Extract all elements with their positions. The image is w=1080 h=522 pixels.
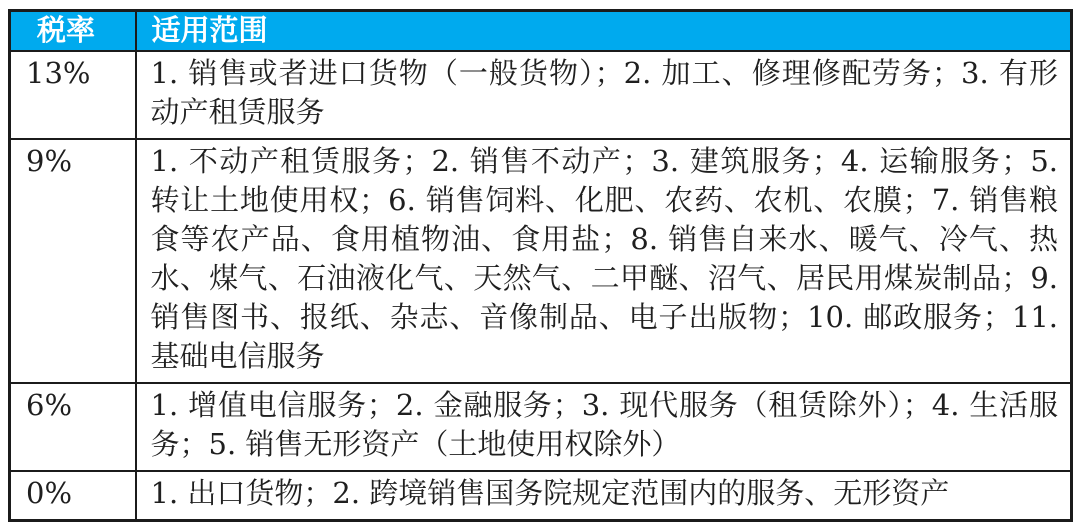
header-row xyxy=(10,11,1072,52)
scope-cell: 1. 增值电信服务；2. 金融服务；3. 现代服务（租赁除外）；4. 生活服务；5. 销售无形资产（土地使用权除外） xyxy=(136,383,1072,471)
table-row-0 xyxy=(10,471,1072,521)
scope-cell: 1. 不动产租赁服务；2. 销售不动产；3. 建筑服务；4. 运输服务；5. 转让土地使用权；6. 销售饲料、化肥、农药、农机、农膜；7. 销售粮食等农产品、食用植物油、食用盐；8. 销售自来水、暖气、冷气、热水、煤气、石油液化气、天然气、二甲醚、沼气、居民用煤炭制品；9. 销售图书、报纸、杂志、音像制品、电子出版物；10. 邮政服务；11. 基础电信服务 xyxy=(136,139,1072,383)
rate-cell: 13% xyxy=(10,51,136,139)
table-row-13 xyxy=(10,51,1072,139)
rate-cell: 9% xyxy=(10,139,136,383)
table-row-9 xyxy=(10,139,1072,383)
header-rate: 税率 xyxy=(10,11,136,52)
scope-cell: 1. 销售或者进口货物（一般货物）；2. 加工、修理修配劳务；3. 有形动产租赁服务 xyxy=(136,51,1072,139)
rate-cell: 0% xyxy=(10,471,136,521)
table-row-6 xyxy=(10,383,1072,471)
rate-cell: 6% xyxy=(10,383,136,471)
header-scope: 适用范围 xyxy=(136,11,1072,52)
tax-rate-table xyxy=(8,9,1073,522)
scope-cell: 1. 出口货物；2. 跨境销售国务院规定范围内的服务、无形资产 xyxy=(136,471,1072,521)
